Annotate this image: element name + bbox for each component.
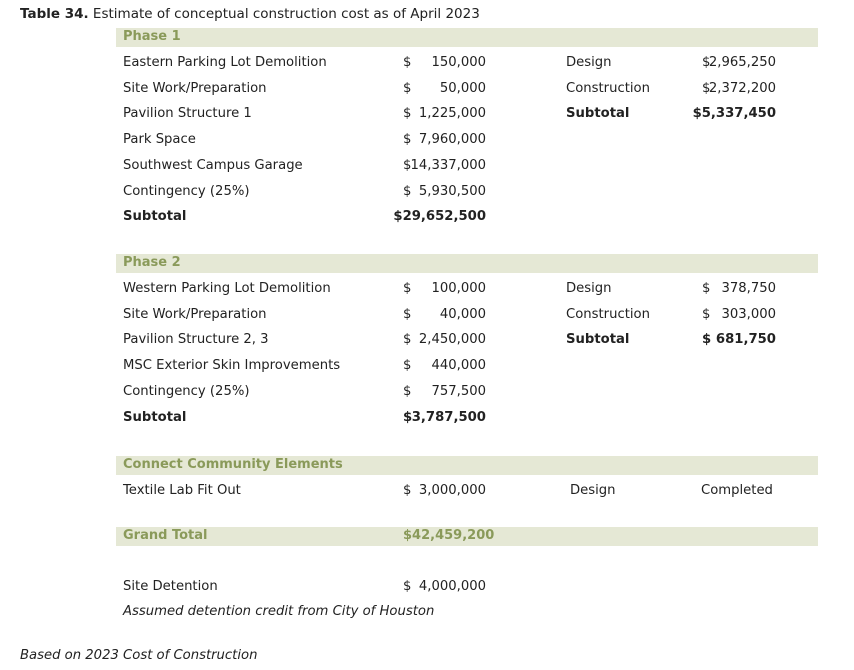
summary-label: Construction xyxy=(566,80,650,96)
table-row xyxy=(0,410,854,430)
row-label: Pavilion Structure 1 xyxy=(123,106,252,122)
row-label: Site Work/Preparation xyxy=(123,306,267,322)
row-currency: $ xyxy=(403,383,412,399)
row-label: Contingency (25%) xyxy=(123,383,250,399)
row-amount: 100,000 xyxy=(431,281,486,296)
row-amount: 1,225,000 xyxy=(418,106,486,122)
phase2-title: Phase 2 xyxy=(123,255,181,270)
row-amount: 40,000 xyxy=(439,306,486,322)
row-amount: 5,930,500 xyxy=(418,183,486,199)
summary-currency: $ xyxy=(702,80,711,96)
grand-total-value: $42,459,200 xyxy=(403,528,495,543)
row-currency: $ xyxy=(403,306,412,322)
caption-text: Estimate of conceptual construction cost as of April 2023 xyxy=(88,6,480,22)
summary-amount: 2,372,200 xyxy=(708,80,776,96)
row-label: Pavilion Structure 2, 3 xyxy=(123,332,269,348)
row-amount: 50,000 xyxy=(439,80,486,96)
row-amount: 4,000,000 xyxy=(418,579,486,594)
row-label: Subtotal xyxy=(123,409,187,425)
summary-amount: 681,750 xyxy=(715,332,776,348)
row-amount: $29,652,500 xyxy=(393,209,486,225)
row-amount: 440,000 xyxy=(431,358,486,374)
summary-currency: $ xyxy=(702,281,711,296)
summary-currency: $ xyxy=(702,55,711,70)
row-currency: $ xyxy=(403,483,412,498)
row-label: Eastern Parking Lot Demolition xyxy=(123,55,327,70)
row-label: Southwest Campus Garage xyxy=(123,157,303,173)
summary-label: Subtotal xyxy=(566,332,630,348)
summary-currency: $ xyxy=(702,332,712,348)
grand-total-label: Grand Total xyxy=(123,528,208,543)
row-currency: $ xyxy=(403,55,412,70)
row-currency: $ xyxy=(403,358,412,374)
summary-label: Subtotal xyxy=(566,106,630,122)
table-row xyxy=(0,332,854,352)
summary-label: Design xyxy=(566,281,612,296)
table-row xyxy=(0,55,854,75)
caption-label: Table 34. xyxy=(20,6,89,22)
row-label: Western Parking Lot Demolition xyxy=(123,281,331,296)
row-label: Site Detention xyxy=(123,579,218,594)
summary-amount: 378,750 xyxy=(721,281,776,296)
row-currency: $ xyxy=(403,80,412,96)
table-row xyxy=(0,483,854,503)
row-label: Site Work/Preparation xyxy=(123,80,267,96)
table-row xyxy=(0,106,854,126)
row-amount: 14,337,000 xyxy=(410,157,486,173)
row-currency: $ xyxy=(403,106,412,122)
connect-header xyxy=(116,456,818,475)
row-amount: 3,787,500 xyxy=(411,409,486,425)
row-currency: $ xyxy=(403,579,412,594)
row-currency: $ xyxy=(403,409,413,425)
phase1-header xyxy=(116,28,818,47)
detention-note: Assumed detention credit from City of Houston xyxy=(123,604,435,619)
summary-currency: $ xyxy=(702,306,711,322)
summary-label: Construction xyxy=(566,306,650,322)
row-currency: $ xyxy=(403,332,412,348)
row-label: Contingency (25%) xyxy=(123,183,250,199)
row-amount: 150,000 xyxy=(431,55,486,70)
summary-amount: 2,965,250 xyxy=(708,55,776,70)
table-row xyxy=(0,132,854,152)
connect-title: Connect Community Elements xyxy=(123,457,343,472)
detention-note-row xyxy=(0,604,854,624)
summary-label: Design xyxy=(566,55,612,70)
table-row xyxy=(0,358,854,378)
row-currency: $ xyxy=(403,157,412,173)
row-status: Completed xyxy=(701,483,773,498)
table-caption xyxy=(20,6,480,22)
row-currency: $ xyxy=(403,281,412,296)
table-row xyxy=(0,384,854,404)
row-amount: 3,000,000 xyxy=(418,483,486,498)
row-label: Park Space xyxy=(123,132,196,148)
row-phase: Design xyxy=(570,483,616,498)
row-currency: $ xyxy=(403,183,412,199)
table-row xyxy=(0,307,854,327)
table-row xyxy=(0,209,854,229)
row-label: Subtotal xyxy=(123,209,187,225)
row-currency: $ xyxy=(403,132,412,148)
phase1-title: Phase 1 xyxy=(123,29,181,44)
row-amount: 757,500 xyxy=(431,383,486,399)
row-amount: 7,960,000 xyxy=(418,132,486,148)
grand-total-band xyxy=(116,527,818,546)
table-row xyxy=(0,184,854,204)
table-row xyxy=(0,81,854,101)
row-label: MSC Exterior Skin Improvements xyxy=(123,358,341,374)
table-row xyxy=(0,158,854,178)
summary-amount: 303,000 xyxy=(721,306,776,322)
site-detention-row xyxy=(0,579,854,599)
row-label: Textile Lab Fit Out xyxy=(123,483,241,498)
summary-amount: $5,337,450 xyxy=(692,106,776,122)
phase2-header xyxy=(116,254,818,273)
table-row xyxy=(0,281,854,301)
footnote: Based on 2023 Cost of Construction xyxy=(20,648,258,663)
row-amount: 2,450,000 xyxy=(418,332,486,348)
